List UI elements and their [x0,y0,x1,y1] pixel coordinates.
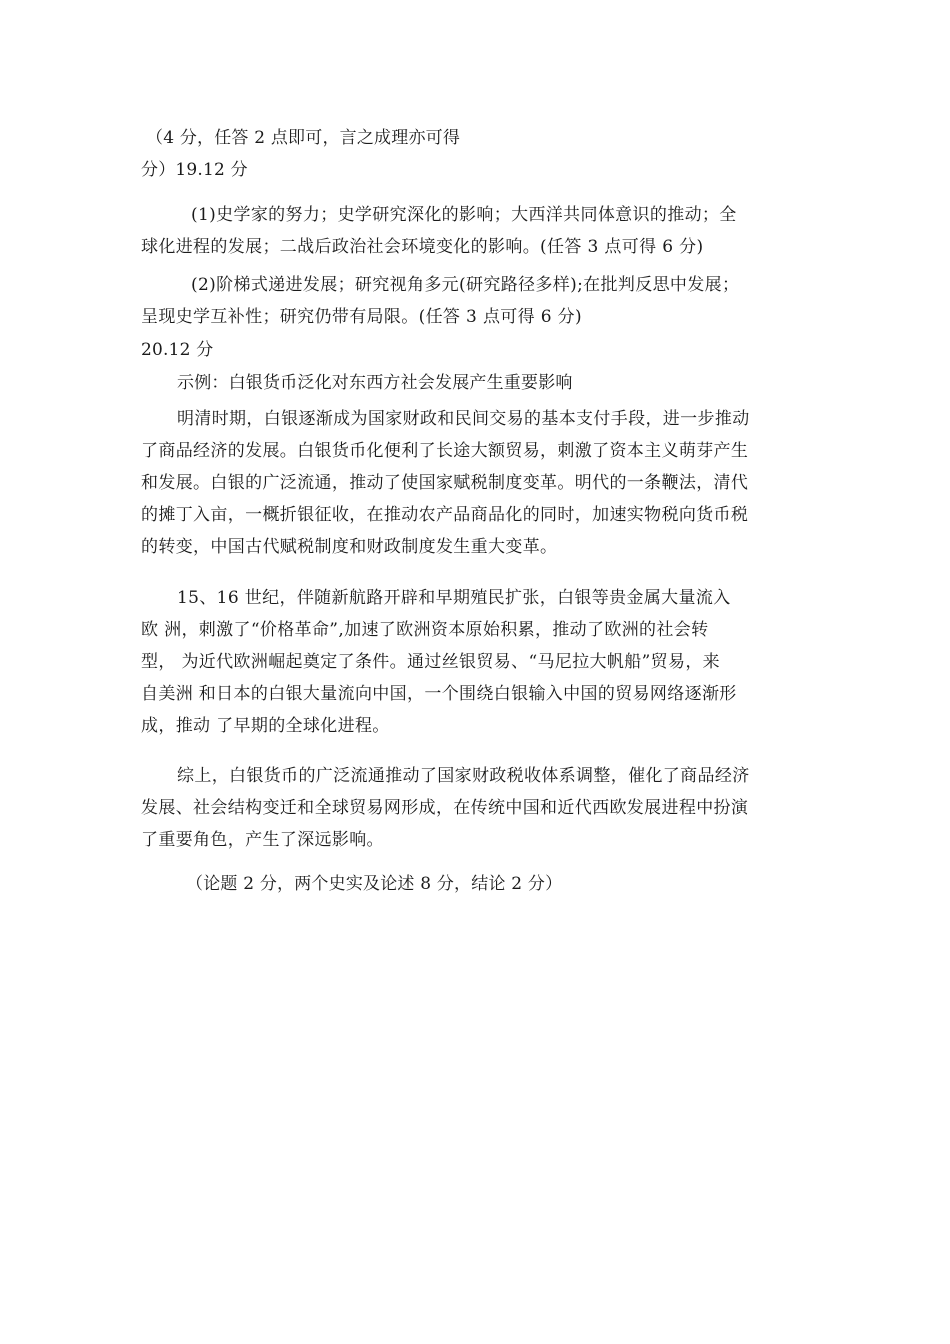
paragraph-line: 型， 为近代欧洲崛起奠定了条件。通过丝银贸易、“马尼拉大帆船”贸易，来 [141,652,721,672]
q20-example-title: 示例：白银货币泛化对东西方社会发展产生重要影响 [177,373,573,393]
paragraph-conclusion [141,760,811,856]
paragraph-europe [141,582,811,742]
paragraph-line: 成，推动 了早期的全球化进程。 [141,716,390,736]
q19-part1 [141,199,811,263]
q19-part2 [141,269,811,333]
scoring-note: （论题 2 分，两个史实及论述 8 分，结论 2 分） [186,874,563,894]
paragraph-line: 了重要角色，产生了深远影响。 [141,830,384,850]
paragraph-line: 的摊丁入亩，一概折银征收，在推动农产品商品化的同时，加速实物税向货币税 [141,505,749,525]
answer-line-q19-score: 分）19.12 分 [141,160,248,180]
paragraph-line: 综上，白银货币的广泛流通推动了国家财政税收体系调整，催化了商品经济 [177,766,750,786]
paragraph-line: 的转变，中国古代赋税制度和财政制度发生重大变革。 [141,537,558,557]
q19-part2-line: 呈现史学互补性；研究仍带有局限。(任答 3 点可得 6 分) [141,307,583,327]
paragraph-line: 明清时期，白银逐渐成为国家财政和民间交易的基本支付手段，进一步推动 [177,409,750,429]
q19-part1-line: 球化进程的发展；二战后政治社会环境变化的影响。(任答 3 点可得 6 分) [141,237,704,257]
paragraph-line: 和发展。白银的广泛流通，推动了使国家赋税制度变革。明代的一条鞭法，清代 [141,473,749,493]
q19-part2-line: (2)阶梯式递进发展；研究视角多元(研究路径多样);在批判反思中发展； [191,275,740,295]
paragraph-line: 了商品经济的发展。白银货币化便利了长途大额贸易，刺激了资本主义萌芽产生 [141,441,749,461]
paragraph-line: 自美洲 和日本的白银大量流向中国，一个围绕白银输入中国的贸易网络逐渐形 [141,684,737,704]
q19-part1-line: (1)史学家的努力；史学研究深化的影响；大西洋共同体意识的推动；全 [191,205,737,225]
paragraph-line: 欧 洲，刺激了“价格革命”,加速了欧洲资本原始积累，推动了欧洲的社会转 [141,620,709,640]
paragraph-line: 15、16 世纪，伴随新航路开辟和早期殖民扩张，白银等贵金属大量流入 [177,588,731,608]
q20-score-heading: 20.12 分 [141,340,214,360]
answer-line-partial-score: （4 分，任答 2 点即可，言之成理亦可得 [146,128,461,148]
paragraph-ming-qing [141,403,811,563]
paragraph-line: 发展、社会结构变迁和全球贸易网形成，在传统中国和近代西欧发展进程中扮演 [141,798,749,818]
